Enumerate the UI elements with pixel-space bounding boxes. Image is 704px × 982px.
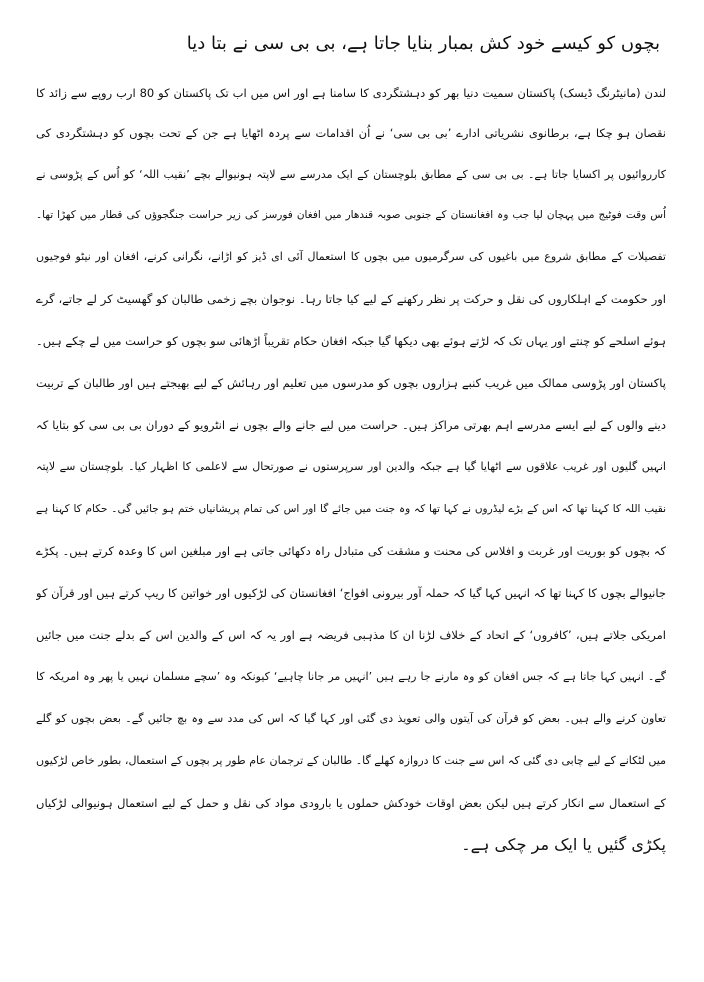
article-line: میں لٹکانے کے لیے چابی دی گئی کہ اس سے جنت کا دروازہ کھلے گا۔ طالبان کے ترجمان عام طور پر بچوں کے استعمال، بطور خاص لڑکیوں xyxy=(36,754,666,767)
article-line: پکڑی گئیں یا ایک مر چکی ہے۔ xyxy=(461,835,666,854)
article-line: امریکی جلاتے ہیں، ’کافروں‘ کے اتحاد کے خلاف لڑنا ان کا مذہبی فریضہ ہے اور یہ کہ اس کے والدین اس کے بدلے جنت میں جائیں xyxy=(36,628,666,642)
article-line: کہ بچوں کو بوریت اور غربت و افلاس کی محنت و مشقت کی متبادل راہ دکھائی جاتی ہے اور مبلغین اس کا وعدہ کرتے ہیں۔ پکڑے xyxy=(36,544,666,558)
article-headline: بچوں کو کیسے خود کش بمبار بنایا جاتا ہے، بی بی سی نے بتا دیا xyxy=(186,33,660,54)
article-line: گے۔ انہیں کہا جاتا ہے کہ جس افغان کو وہ مارنے جا رہے ہیں ’انہیں مر جانا چاہیے‘ کیونکہ وہ ’سچے مسلمان نہیں یا پھر وہ امریکہ کا xyxy=(36,670,666,683)
article-line: دینے والوں کے لیے ایسے مدرسے اہم بھرتی مراکز ہیں۔ حراست میں لیے جانے والے بچوں نے انٹرویو کے دوران بی بی سی کو بتایا کہ xyxy=(36,418,666,432)
article-line: نقیب اللہ کا کہنا تھا کہ اس کے بڑے لیڈروں نے کہا تھا کہ وہ جنت میں جائے گا اور اس کی تمام پریشانیاں ختم ہو جائیں گی۔ حکام کا کہنا ہے xyxy=(36,503,666,515)
article-line: اور حکومت کے اہلکاروں کی نقل و حرکت پر نظر رکھنے کے لیے کیا جاتا رہا۔ نوجوان بچے زخمی طالبان کو گھسیٹ کر لے جاتے، گرے xyxy=(36,292,666,306)
article-line: کارروائیوں پر اکسایا جاتا ہے۔ بی بی سی کے مطابق بلوچستان کے ایک مدرسے سے لاپتہ ہونیوالے بچے ’نقیب اللہ‘ کو اُس کے پڑوسی نے xyxy=(36,168,666,181)
article-line: تفصیلات کے مطابق شروع میں باغیوں کی سرگرمیوں میں بچوں کا استعمال آئی ای ڈیز کو اڑانے، نگرانی کرنے، افغان اور نیٹو فوجیوں xyxy=(36,250,666,263)
article-line: ہوئے اسلحے کو چنتے اور یہاں تک کہ لڑتے ہوئے بھی دیکھا گیا جبکہ افغان حکام تقریباً اڑھائی سو بچوں کو حراست میں لے چکے ہیں۔ xyxy=(36,334,666,348)
article-line: پاکستان اور پڑوسی ممالک میں غریب کنبے ہزاروں بچوں کو مدرسوں میں تعلیم اور رہائش کے لیے بھیجتے ہیں اور طالبان کے تربیت xyxy=(36,376,666,390)
article-line: انہیں گلیوں اور غریب علاقوں سے اٹھایا گیا ہے جبکہ والدین اور سرپرستوں نے صورتحال سے لاعلمی کا اظہار کیا۔ بلوچستان سے لاپتہ xyxy=(36,460,666,473)
article-line: نقصان ہو چکا ہے، برطانوی نشریاتی ادارے ’بی بی سی‘ نے اُن اقدامات سے پردہ اٹھایا ہے جن کے تحت بچوں کو دہشتگردی کی xyxy=(36,126,666,140)
article-line: جانیوالے بچوں کا کہنا تھا کہ انہیں کہا گیا کہ حملہ آور بیرونی افواج‘ افغانستان کی لڑکیوں اور خواتین کا ریپ کرتے ہیں اور قرآن کو xyxy=(36,586,666,600)
article-line: تعاون کرنے والے ہیں۔ بعض کو قرآن کی آیتوں والی تعویذ دی گئی اور کہا گیا کہ اس کی مدد سے وہ بچ جائیں گے۔ بعض بچوں کو گلے xyxy=(36,712,666,725)
article-line: کے استعمال سے انکار کرتے ہیں لیکن بعض اوقات خودکش حملوں یا بارودی مواد کی نقل و حمل کے لیے استعمال ہونیوالی لڑکیاں xyxy=(36,796,666,810)
article-line: لندن (مانیٹرنگ ڈیسک) پاکستان سمیت دنیا بھر کو دہشتگردی کا سامنا ہے اور اس میں اب تک پاکستان کو 80 ارب روپے سے زائد کا xyxy=(36,86,666,100)
article-line: اُس وقت فوٹیج میں پہچان لیا جب وہ افغانستان کے جنوبی صوبہ قندھار میں افغان فورسز کی زیر حراست جنگجوؤں کی قطار میں کھڑا تھا۔ xyxy=(36,209,666,221)
